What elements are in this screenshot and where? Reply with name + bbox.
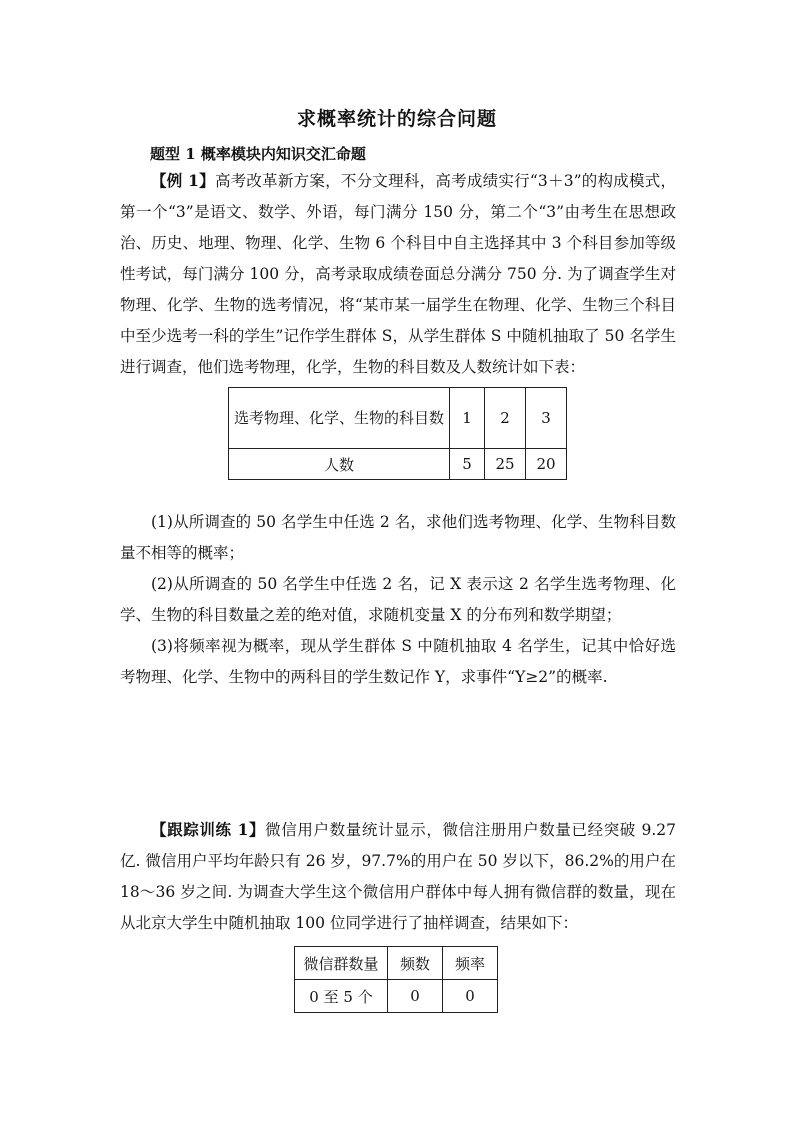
table-cell: 0 xyxy=(443,980,498,1013)
example1-table xyxy=(228,387,567,480)
table-row xyxy=(229,388,567,449)
table-column-header: 3 xyxy=(526,388,567,449)
question-2: (2)从所调查的 50 名学生中任选 2 名，记 X 表示这 2 名学生选考物理、化学、生物的科目数量之差的绝对值，求随机变量 X 的分布列和数学期望； xyxy=(120,575,676,624)
table-column-header: 频率 xyxy=(443,947,498,980)
table-cell: 5 xyxy=(450,449,485,480)
table-row xyxy=(295,947,498,980)
table-row xyxy=(295,980,498,1013)
exercise1-table xyxy=(294,946,498,1013)
table-cell: 20 xyxy=(526,449,567,480)
table-cell: 0 xyxy=(388,980,443,1013)
table-column-header: 1 xyxy=(450,388,485,449)
question-1: (1)从所调查的 50 名学生中任选 2 名，求他们选考物理、化学、生物科目数量不相等的概率； xyxy=(120,513,676,562)
exercise1-paragraph xyxy=(120,814,676,939)
example1-paragraph xyxy=(120,165,676,383)
section-heading: 题型 1 概率模块内知识交汇命题 xyxy=(150,145,366,163)
table-cell: 0 至 5 个 xyxy=(295,980,388,1013)
example1-text: 高考改革新方案，不分文理科，高考成绩实行“3＋3”的构成模式，第一个“3”是语文、数学、外语，每门满分 150 分，第二个“3”由考生在思想政治、历史、地理、物理、化学、生物 6 个科目中自主选择其中 3 个科目参加等级性考试，每门满分 100 分，高考录取成绩卷面总分满分 750 分. 为了调查学生对物理、化学、生物的选考情况，将“某市某一届学生在物理、化学、生物三个科目中至少选考一科的学生”记作学生群体 S，从学生群体 S 中随机抽取了 50 名学生进行调查，他们选考物理，化学，生物的科目数及人数统计如下表： xyxy=(120,172,676,376)
table-column-header: 频数 xyxy=(388,947,443,980)
table-row xyxy=(229,449,567,480)
example1-label: 【例 1】 xyxy=(151,171,215,190)
question-3: (3)将频率视为概率，现从学生群体 S 中随机抽取 4 名学生，记其中恰好选考物理、化学、生物中的两科目的学生数记作 Y，求事件“Y≥2”的概率. xyxy=(120,637,676,686)
table-cell: 25 xyxy=(485,449,526,480)
exercise1-text: 微信用户数量统计显示，微信注册用户数量已经突破 9.27 亿. 微信用户平均年龄只有 26 岁，97.7%的用户在 50 岁以下，86.2%的用户在 18～36 岁之间. 为调查大学生这个微信用户群体中每人拥有微信群的数量，现在从北京大学生中随机抽取 100 位同学进行了抽样调查，结果如下： xyxy=(120,821,676,932)
exercise1-label: 【跟踪训练 1】 xyxy=(151,820,266,839)
table-row-label: 人数 xyxy=(229,449,450,480)
page-title: 求概率统计的综合问题 xyxy=(296,108,497,130)
table-column-header: 微信群数量 xyxy=(295,947,388,980)
table-column-header: 2 xyxy=(485,388,526,449)
table-header-label: 选考物理、化学、生物的科目数 xyxy=(229,388,450,449)
